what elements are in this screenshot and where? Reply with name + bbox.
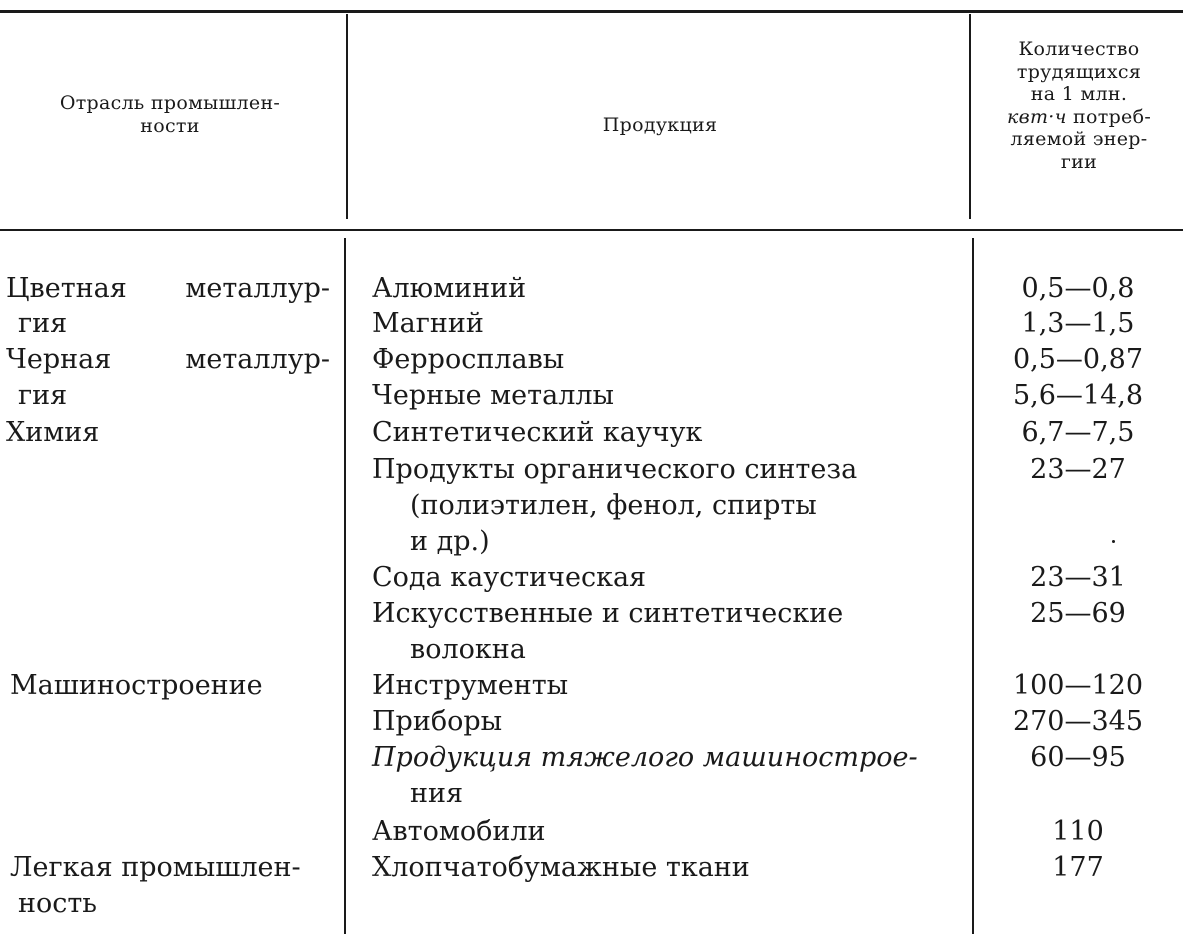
value-cell: 5,6—14,8 bbox=[1012, 380, 1144, 411]
header-industry bbox=[10, 92, 330, 138]
value-cell: 23—27 bbox=[1030, 454, 1126, 485]
industry-label: Химия bbox=[6, 417, 100, 448]
product-cell: Автомобили bbox=[372, 816, 546, 847]
value-cell: 6,7—7,5 bbox=[1021, 417, 1135, 448]
value-cell: 270—345 bbox=[1012, 706, 1144, 737]
product-cell bbox=[410, 489, 942, 523]
industry-word: металлур- bbox=[185, 344, 330, 375]
value-cell: 110 bbox=[1052, 816, 1104, 847]
header-text-line: Отрасль промышлен- bbox=[59, 92, 281, 114]
product-cell: волокна bbox=[410, 634, 526, 665]
value-cell: 177 bbox=[1052, 852, 1104, 883]
value-cell: 60—95 bbox=[1030, 742, 1126, 773]
column-divider bbox=[972, 238, 974, 934]
product-cell: Приборы bbox=[372, 706, 503, 737]
value-cell: 0,5—0,87 bbox=[1012, 344, 1144, 375]
header-bottom-rule bbox=[0, 229, 1183, 231]
header-text-line: трудящихся bbox=[1016, 60, 1142, 83]
product-cell: Хлопчатобумажные ткани bbox=[372, 852, 750, 883]
print-dot bbox=[1112, 540, 1115, 543]
industry-label: Машиностроение bbox=[10, 670, 263, 701]
product-cell: Синтетический каучук bbox=[372, 417, 703, 448]
header-unit-tail: потреб- bbox=[1066, 105, 1152, 128]
industry-word: Цветная bbox=[6, 273, 127, 304]
industry-label: гия bbox=[18, 308, 68, 339]
product-cell: Ферросплавы bbox=[372, 344, 565, 375]
header-text-line bbox=[982, 106, 1176, 129]
value-cell: 25—69 bbox=[1030, 598, 1126, 629]
product-cell: Инструменты bbox=[372, 670, 569, 701]
header-text-line: гии bbox=[1060, 150, 1098, 173]
column-divider bbox=[969, 14, 971, 219]
header-text-line: ляемой энер- bbox=[1010, 128, 1148, 150]
header-unit: квт·ч bbox=[1006, 105, 1067, 128]
industry-label: ность bbox=[18, 888, 98, 919]
value-cell: 0,5—0,8 bbox=[1021, 273, 1135, 304]
product-cell: и др.) bbox=[410, 526, 490, 557]
value-cell: 23—31 bbox=[1030, 562, 1126, 593]
product-cell: Сода каустическая bbox=[372, 562, 647, 593]
product-cell: Продукция тяжелого машинострое- bbox=[372, 742, 918, 773]
product-cell: Черные металлы bbox=[372, 380, 614, 411]
product-cell: Искусственные и синтетические bbox=[372, 598, 844, 629]
column-divider bbox=[344, 238, 346, 934]
industry-word: металлур- bbox=[185, 273, 330, 304]
header-text-line: ности bbox=[140, 115, 200, 137]
header-product: Продукция bbox=[602, 114, 718, 136]
header-workers bbox=[982, 38, 1176, 173]
industry-label: Легкая промышлен- bbox=[10, 852, 301, 883]
top-rule bbox=[0, 10, 1183, 13]
column-divider bbox=[346, 14, 348, 219]
industry-word: Черная bbox=[6, 344, 112, 375]
header-text-line: Количество bbox=[1018, 38, 1140, 60]
product-cell: ния bbox=[410, 778, 464, 809]
industry-label bbox=[6, 272, 330, 306]
header-text-line: на 1 млн. bbox=[1030, 83, 1128, 105]
product-cell: Магний bbox=[372, 308, 484, 339]
product-cell: Алюминий bbox=[372, 273, 527, 304]
industry-label bbox=[6, 343, 330, 377]
product-cell: Продукты органического синтеза bbox=[372, 454, 858, 485]
value-cell: 100—120 bbox=[1012, 670, 1144, 701]
value-cell: 1,3—1,5 bbox=[1021, 308, 1135, 339]
product-continuation: (полиэтилен, фенол, спирты bbox=[410, 490, 817, 521]
industry-label: гия bbox=[18, 380, 68, 411]
